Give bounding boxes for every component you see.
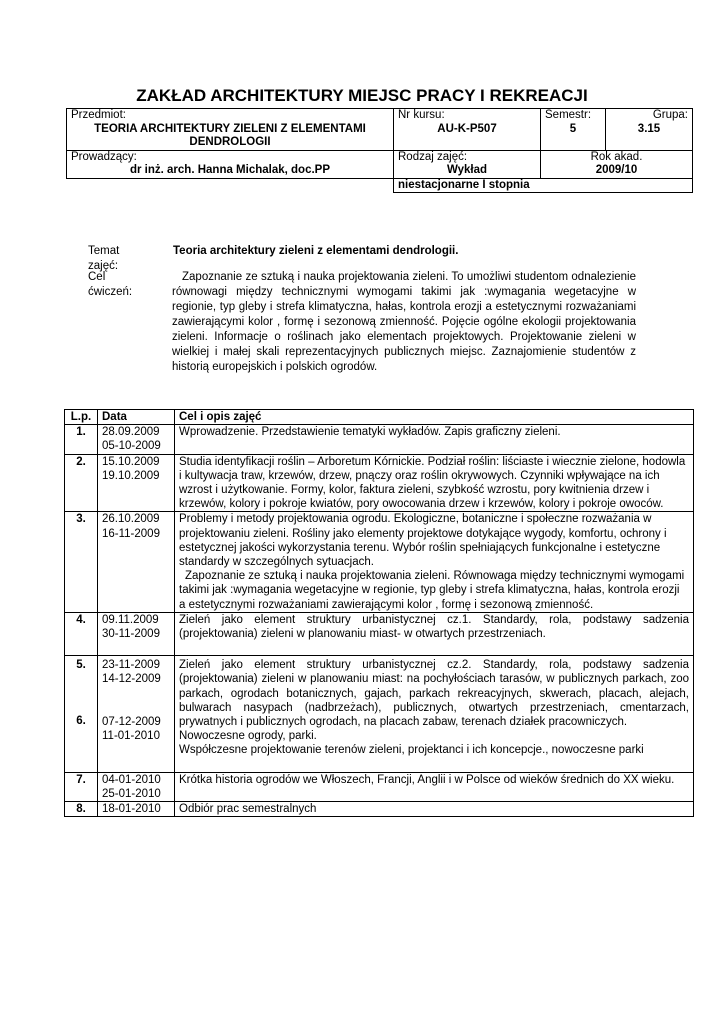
academic-year-cell [541,150,693,178]
class-type-value: Wykład [446,164,488,176]
row-number: 7. [65,772,98,801]
lp-header: L.p. [65,410,98,425]
date-end: 30-11-2009 [102,628,160,641]
group-label: Grupa: [652,109,688,121]
date-start: 28.09.2009 [102,426,160,439]
study-mode-cell [394,178,693,193]
table-row [65,802,694,817]
row-number: 2. [65,454,98,512]
goal-value [172,270,636,375]
row-dates [98,656,175,772]
semester-value: 5 [569,122,577,135]
group-value: 3.15 [637,122,661,135]
date-start: 18-01-2010 [102,803,161,816]
date-end: 14-12-2009 [102,673,161,686]
schedule-table [64,409,694,817]
row-description [175,512,694,612]
date-end: 05-10-2009 [102,440,161,453]
row-dates [98,454,175,512]
date-end: 16-11-2009 [102,527,160,540]
date-start: 23-11-2009 [102,659,160,672]
subject-value: TEORIA ARCHITEKTURY ZIELENI Z ELEMENTAMI DENDROLOGII [94,122,366,148]
date-start: 09.11.2009 [102,613,159,626]
class-type-cell [394,150,541,178]
description-paragraph: Zieleń jako element struktury urbanistycznej cz.2. Standardy, rola, podstawy sadzenia (projektowania) zieleni w planowaniu miast: na pochyłościach tarasów, w publicznych parkach, zoo parkach, ogrodach botanicznych, gajach, parkach rekreacyjnych, skwerach, placach, alejach, bulwarach nasypach (nadbrzeżach), publicznych, otwartych przestrzeniach, cmentarzach, prywatnych i publicznych ogrodach, na placach zabaw, terenach działek pracowniczych. [179,659,689,729]
study-mode-value: niestacjonarne I stopnia [398,178,530,191]
semester-cell [541,109,606,151]
row-number: 1. [65,425,98,454]
row-number: 4. [65,612,98,655]
row-description: Zieleń jako element struktury urbanistycznej cz.1. Standardy, rola, podstawy sadzenia (projektowania) zieleni w planowaniu miast- w otwartych przestrzeniach. [175,612,694,655]
table-row [65,454,694,512]
goal-text: Zapoznanie ze sztuką i nauka projektowania zieleni. To umożliwi studentom odnalezienie równowagi między technicznymi wymogami takimi jak :wymagania wegetacyjne w regionie, typ gleby i strefa klimatyczna, hałas, kontrola erozji a estetycznymi rozważaniami zawierającymi kolor , formę i sezonową zmienność. Pojęcie ogólne ekologii projektowania zieleni. Informacje o roślinach jako elementach projektowych. Projektowanie zieleni w wielkiej i małej skali reprezentacyjnych publicznych miejsc. Zaznajomienie studentów z historią europejskich i polskich ogrodów. [172,271,636,373]
row-description: Odbiór prac semestralnych [175,802,694,817]
row-description: Wprowadzenie. Przedstawienie tematyki wykładów. Zapis graficzny zieleni. [175,425,694,454]
course-number-label: Nr kursu: [398,109,445,121]
date-end-b: 11-01-2010 [102,729,160,742]
table-row [65,772,694,801]
description-paragraph: Zapoznanie ze sztuką i nauka projektowania zieleni. Równowaga między technicznymi wymogami takimi jak :wymagania wegetacyjne w regionie, typ gleby i strefa klimatyczna, hałas, kontrola erozji a estetycznymi rozważaniami zawierającymi kolor , formę i sezonową zmienność. [179,570,685,611]
lecturer-label: Prowadzący: [71,150,137,163]
course-number-value: AU-K-P507 [437,122,497,135]
date-start: 26.10.2009 [102,513,160,526]
subject-label: Przedmiot: [71,109,126,121]
table-row [65,512,694,612]
row-number-b: 6. [76,715,86,728]
table-row [65,612,694,655]
row-dates [98,802,175,817]
academic-year-label: Rok akad. [590,150,643,163]
row-dates [98,612,175,655]
row-description [175,656,694,772]
date-end: 19.10.2009 [102,469,160,482]
row-number: 8. [65,802,98,817]
date-start: 04-01-2010 [102,773,161,786]
class-type-label: Rodzaj zajęć: [398,150,468,163]
description-paragraph: Nowoczesne ogrody, parki. [179,730,317,743]
semester-label: Semestr: [545,109,592,121]
table-row [65,656,694,772]
goal-label: Cel ćwiczeń: [88,271,133,298]
topic-value: Teoria architektury zieleni z elementami dendrologii. [173,245,459,257]
row-number [65,656,98,772]
date-header: Data [98,410,175,425]
date-start: 15.10.2009 [102,455,160,468]
row-dates [98,512,175,612]
lecturer-cell [67,150,394,178]
course-number-cell [394,109,541,151]
date-start-b: 07-12-2009 [102,715,161,728]
row-number-a: 5. [76,659,86,672]
subject-cell [67,109,394,151]
row-dates [98,772,175,801]
description-paragraph: Współczesne projektowanie terenów zieleni, projektanci i ich koncepcje., nowoczesne parki [179,744,644,757]
schedule-header-row [65,410,694,425]
lecturer-value: dr inż. arch. Hanna Michalak, doc.PP [129,164,331,176]
page-title: ZAKŁAD ARCHITEKTURY MIEJSC PRACY I REKREACJI [136,86,588,105]
academic-year-value: 2009/10 [595,164,638,176]
row-dates [98,425,175,454]
row-description: Studia identyfikacji roślin – Arboretum Kórnickie. Podział roślin: liściaste i wiecznie zielone, hodowla i kultywacja traw, krzewów, drzew, pnączy oraz roślin okrywowych. Czynniki wpływające na ich wzrost i użytkowanie. Formy, kolor, faktura zieleni, szybkość wzrostu, pory kwitnienia drzew i krzewów, kolory i pokroje kwiatów, pory owocowania drzew i krzewów, kolory i pokroje owoców. [175,454,694,512]
date-end: 25-01-2010 [102,787,161,800]
course-header-table [66,108,693,193]
row-number: 3. [65,512,98,612]
row-description: Krótka historia ogrodów we Włoszech, Francji, Anglii i w Polsce od wieków średnich do XX wieku. [175,772,694,801]
topic-label: Temat zajęć: [88,245,120,272]
group-cell [606,109,693,151]
table-row [65,425,694,454]
description-paragraph: Problemy i metody projektowania ogrodu. Ekologiczne, botaniczne i społeczne rozważania w projektowaniu zieleni. Rośliny jako elementy projektowe dotykające wygody, komfortu, ochrony i estetycznej jakości wykorzystania terenu. Wybór roślin spełniających funkcjonalne i estetyczne standardy w szczególnych sytuacjach. [179,513,667,569]
description-header: Cel i opis zajęć [175,410,694,425]
